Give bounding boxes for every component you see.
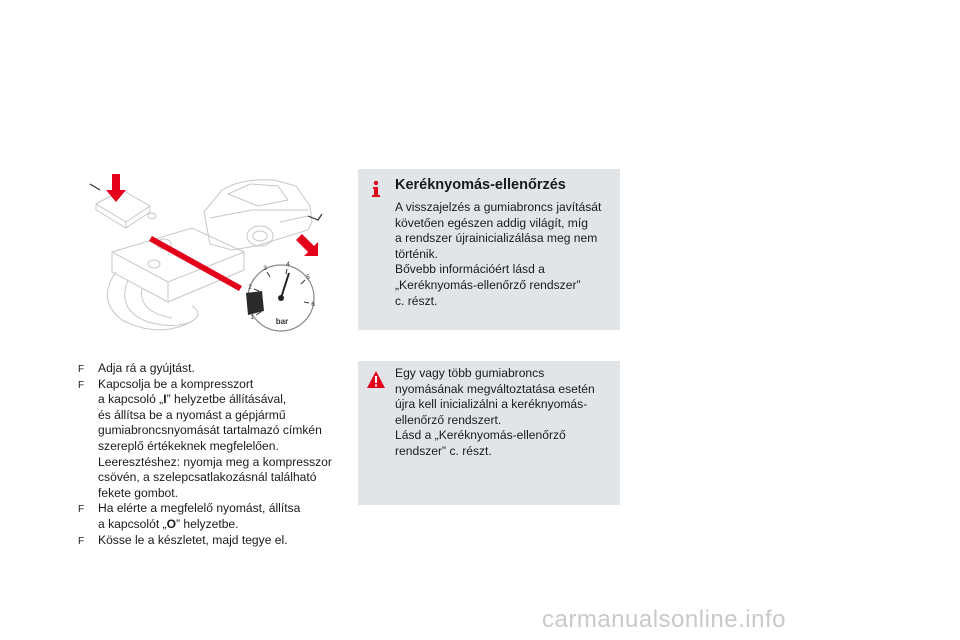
arrow-bullet-icon: F [78,535,85,547]
info-panel [358,169,620,330]
step-line: gumiabroncsnyomását tartalmazó címkén [98,423,322,438]
gauge-unit: bar [275,317,289,326]
info-icon [366,179,386,199]
info-line: „Keréknyomás-ellenőrző rendszer” [395,277,581,292]
warning-line: nyomásának megváltoztatása esetén [395,381,595,396]
step-line: Kösse le a készletet, majd tegye el. [98,532,288,547]
warning-panel [358,361,620,505]
arrow-bullet-icon: F [78,379,85,391]
info-panel-title: Keréknyomás-ellenőrzés [395,177,566,193]
step-line: a kapcsolót „O” helyzetbe. [98,516,239,531]
warning-icon [366,370,386,390]
step-line: a kapcsoló „I” helyzetbe állításával, [98,392,287,407]
gauge-tick-2: 2 [248,284,252,291]
step-line: csövén, a szelepcsatlakozásnál található [98,470,317,485]
info-line: a rendszer újrainicializálása meg nem [395,231,598,246]
step-line: Leeresztéshez: nyomja meg a kompresszor [98,454,332,469]
compressor-illustration [82,160,344,336]
arrow-bullet-icon: F [78,504,85,516]
info-line: történik. [395,246,439,261]
step-start-compressor [78,377,358,502]
warning-line: ellenőrző rendszert. [395,412,502,427]
gauge-tick-1: 1 [250,314,254,321]
step-switch-off [78,501,358,532]
step-line: szereplő értékeknek megfelelően. [98,438,279,453]
watermark: carmanualsonline.info [542,606,786,633]
info-panel-text [395,200,601,309]
info-line: A visszajelzés a gumiabroncs javítását [395,200,602,214]
step-line: Kapcsolja be a kompresszort [98,376,254,391]
step-line: Adja rá a gyújtást. [98,361,195,375]
step-line: fekete gombot. [98,485,179,500]
warning-line: Egy vagy több gumiabroncs [395,366,545,380]
switch-position-i: I [163,392,167,407]
gauge-tick-3: 3 [263,265,267,272]
step-line: és állítsa be a nyomást a gépjármű [98,407,286,422]
gauge-tick-6: 6 [311,301,315,308]
warning-panel-text [395,366,595,460]
warning-line: újra kell inicializálni a keréknyomás- [395,397,588,412]
instruction-steps [78,361,358,548]
step-ignition [78,361,358,377]
step-disconnect [78,533,358,549]
arrow-bullet-icon: F [78,364,85,375]
step-line: Ha elérte a megfelelő nyomást, állítsa [98,501,301,516]
switch-position-o: O [166,516,176,531]
info-line: követően egészen addig világít, míg [395,215,588,230]
gauge-tick-4: 4 [286,261,290,268]
gauge-tick-5: 5 [306,274,310,281]
info-line: c. részt. [395,293,438,308]
warning-line: Lásd a „Keréknyomás-ellenőrző [395,428,566,443]
info-line: Bővebb információért lásd a [395,262,545,277]
warning-line: rendszer” c. részt. [395,443,492,458]
